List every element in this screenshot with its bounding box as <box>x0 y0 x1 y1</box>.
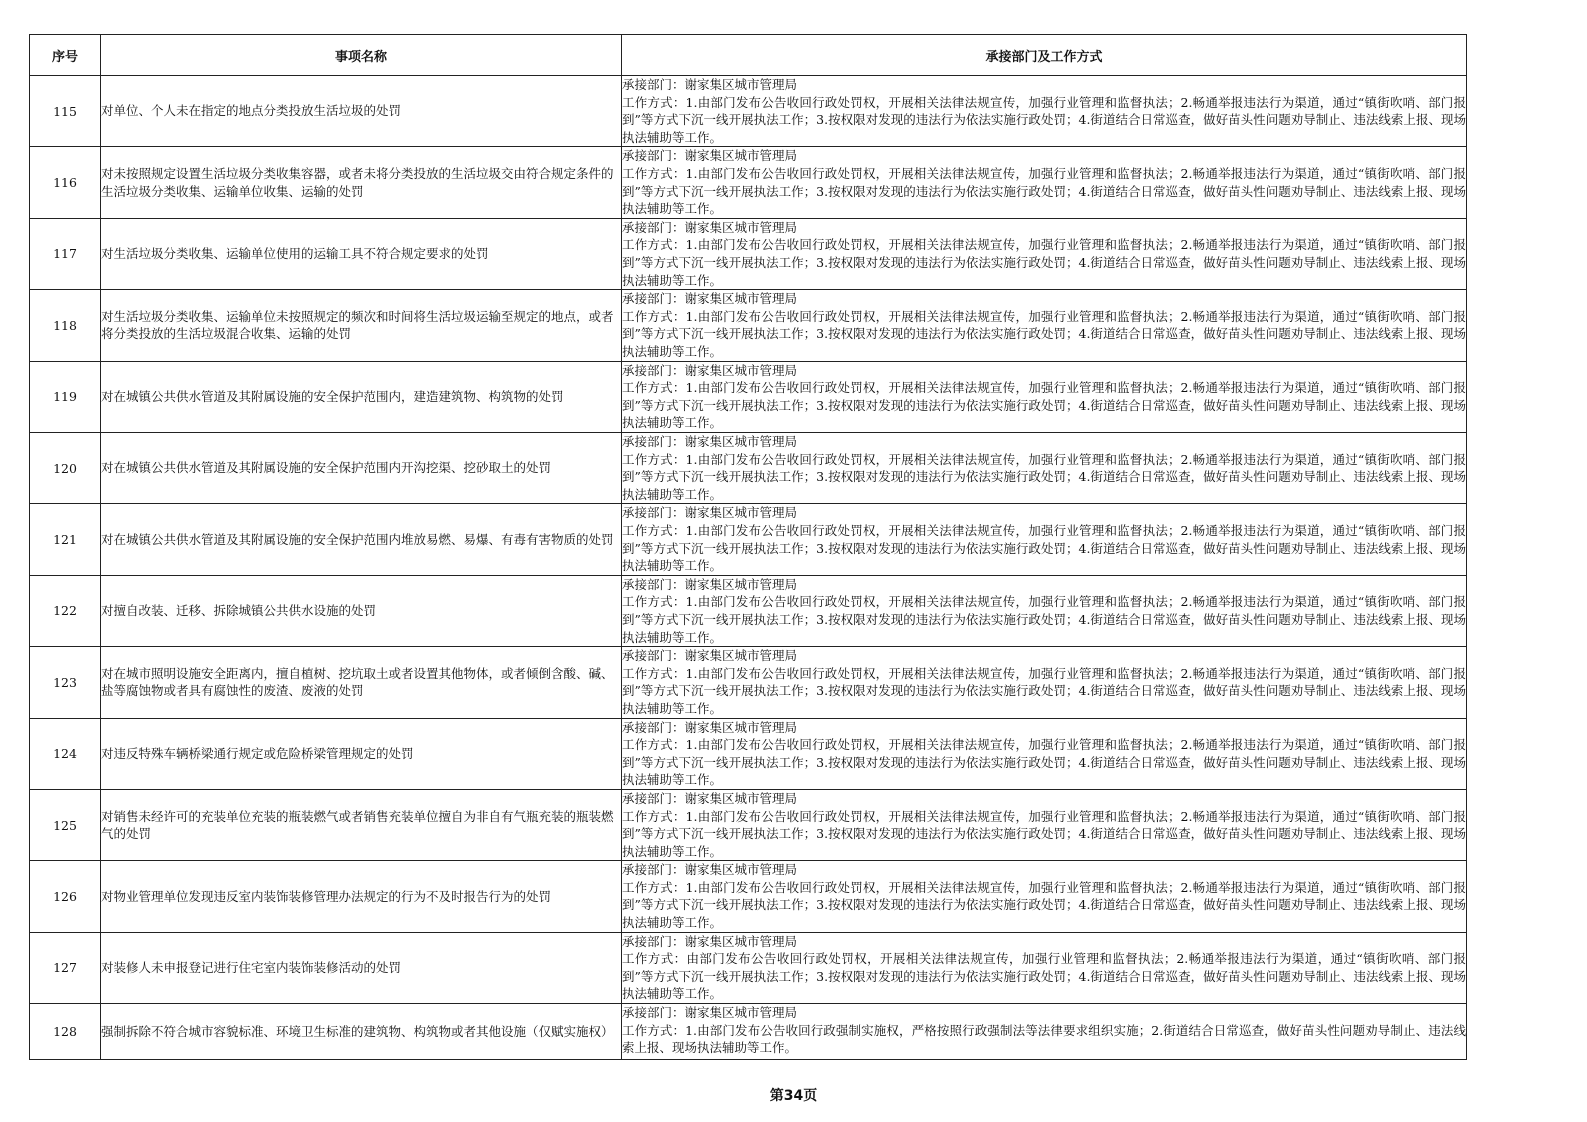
dept-line: 承接部门：谢家集区城市管理局 <box>622 291 798 307</box>
header-row <box>30 35 1467 76</box>
method-text: 工作方式：1.由部门发布公告收回行政处罚权，开展相关法律法规宣传，加强行业管理和监督执法；2.畅通举报违法行为渠道，通过“镇街吹哨、部门报到”等方式下沉一线开展执法工作；3.按权限对发现的违法行为依法实施行政处罚；4.街道结合日常巡查，做好苗头性问题劝导制止、违法线索上报、现场执法辅助等工作。 <box>622 308 1466 359</box>
row-index: 119 <box>30 361 101 432</box>
row-index: 125 <box>30 789 101 860</box>
method-text: 工作方式：1.由部门发布公告收回行政处罚权，开展相关法律法规宣传，加强行业管理和监督执法；2.畅通举报违法行为渠道，通过“镇街吹哨、部门报到”等方式下沉一线开展执法工作；3.按权限对发现的违法行为依法实施行政处罚；4.街道结合日常巡查，做好苗头性问题劝导制止、违法线索上报、现场执法辅助等工作。 <box>622 522 1466 574</box>
dept-line: 承接部门：谢家集区城市管理局 <box>622 719 798 735</box>
row-name: 对生活垃圾分类收集、运输单位使用的运输工具不符合规定要求的处罚 <box>101 218 622 289</box>
dept-line: 承接部门：谢家集区城市管理局 <box>622 576 798 592</box>
row-index: 123 <box>30 647 101 718</box>
dept-line: 承接部门：谢家集区城市管理局 <box>622 362 798 378</box>
table-row <box>30 361 1467 432</box>
dept-line: 承接部门：谢家集区城市管理局 <box>622 148 798 164</box>
method-text: 工作方式：1.由部门发布公告收回行政处罚权，开展相关法律法规宣传，加强行业管理和监督执法；2.畅通举报违法行为渠道，通过“镇街吹哨、部门报到”等方式下沉一线开展执法工作；3.按权限对发现的违法行为依法实施行政处罚；4.街道结合日常巡查，做好苗头性问题劝导制止、违法线索上报、现场执法辅助等工作。 <box>622 237 1466 288</box>
row-name: 对在城市照明设施安全距离内，擅自植树、挖坑取土或者设置其他物体，或者倾倒含酸、碱、盐等腐蚀物或者具有腐蚀性的废渣、废液的处罚 <box>101 647 622 718</box>
dept-line: 承接部门：谢家集区城市管理局 <box>622 433 798 449</box>
row-name: 对在城镇公共供水管道及其附属设施的安全保护范围内，建造建筑物、构筑物的处罚 <box>101 361 622 432</box>
row-index: 115 <box>30 76 101 147</box>
row-name: 对在城镇公共供水管道及其附属设施的安全保护范围内开沟挖渠、挖砂取土的处罚 <box>101 432 622 503</box>
table-row <box>30 932 1467 1003</box>
row-index: 128 <box>30 1004 101 1060</box>
dept-line: 承接部门：谢家集区城市管理局 <box>622 648 798 664</box>
header-dept: 承接部门及工作方式 <box>622 35 1467 76</box>
table-row <box>30 504 1467 575</box>
method-text: 工作方式：1.由部门发布公告收回行政处罚权，开展相关法律法规宣传，加强行业管理和监督执法；2.畅通举报违法行为渠道，通过“镇街吹哨、部门报到”等方式下沉一线开展执法工作；3.按权限对发现的违法行为依法实施行政处罚；4.街道结合日常巡查，做好苗头性问题劝导制止、违法线索上报、现场执法辅助等工作。 <box>622 737 1466 788</box>
row-index: 120 <box>30 432 101 503</box>
table-row <box>30 575 1467 646</box>
row-name: 对单位、个人未在指定的地点分类投放生活垃圾的处罚 <box>101 76 622 147</box>
row-index: 126 <box>30 861 101 932</box>
method-text: 工作方式：1.由部门发布公告收回行政处罚权，开展相关法律法规宣传，加强行业管理和监督执法；2.畅通举报违法行为渠道，通过“镇街吹哨、部门报到”等方式下沉一线开展执法工作；3.按权限对发现的违法行为依法实施行政处罚；4.街道结合日常巡查，做好苗头性问题劝导制止、违法线索上报、现场执法辅助等工作。 <box>622 808 1466 859</box>
row-dept <box>622 76 1467 147</box>
row-name: 对物业管理单位发现违反室内装饰装修管理办法规定的行为不及时报告行为的处罚 <box>101 861 622 932</box>
row-name: 对销售未经许可的充装单位充装的瓶装燃气或者销售充装单位擅自为非自有气瓶充装的瓶装燃气的处罚 <box>101 789 622 860</box>
row-name: 对生活垃圾分类收集、运输单位未按照规定的频次和时间将生活垃圾运输至规定的地点，或者将分类投放的生活垃圾混合收集、运输的处罚 <box>101 290 622 361</box>
row-dept <box>622 718 1467 789</box>
row-dept <box>622 361 1467 432</box>
row-index: 117 <box>30 218 101 289</box>
row-dept <box>622 575 1467 646</box>
table-row <box>30 789 1467 860</box>
row-dept <box>622 1004 1467 1060</box>
dept-line: 承接部门：谢家集区城市管理局 <box>622 933 798 949</box>
row-dept <box>622 789 1467 860</box>
dept-line: 承接部门：谢家集区城市管理局 <box>622 219 798 235</box>
row-index: 121 <box>30 504 101 575</box>
method-text: 工作方式：1.由部门发布公告收回行政处罚权，开展相关法律法规宣传，加强行业管理和监督执法；2.畅通举报违法行为渠道，通过“镇街吹哨、部门报到”等方式下沉一线开展执法工作；3.按权限对发现的违法行为依法实施行政处罚；4.街道结合日常巡查，做好苗头性问题劝导制止、违法线索上报、现场执法辅助等工作。 <box>622 94 1466 145</box>
method-text: 工作方式：1.由部门发布公告收回行政处罚权，开展相关法律法规宣传，加强行业管理和监督执法；2.畅通举报违法行为渠道，通过“镇街吹哨、部门报到”等方式下沉一线开展执法工作；3.按权限对发现的违法行为依法实施行政处罚；4.街道结合日常巡查，做好苗头性问题劝导制止、违法线索上报、现场执法辅助等工作。 <box>622 594 1466 645</box>
table-row <box>30 432 1467 503</box>
row-index: 127 <box>30 932 101 1003</box>
header-name: 事项名称 <box>101 35 622 76</box>
method-text: 工作方式：1.由部门发布公告收回行政强制实施权，严格按照行政强制法等法律要求组织实施；2.街道结合日常巡查，做好苗头性问题劝导制止、违法线索上报、现场执法辅助等工作。 <box>622 1022 1466 1056</box>
row-index: 122 <box>30 575 101 646</box>
table-row <box>30 290 1467 361</box>
row-index: 118 <box>30 290 101 361</box>
row-dept <box>622 647 1467 718</box>
table-body <box>30 76 1467 1060</box>
table-row <box>30 147 1467 218</box>
method-text: 工作方式：1.由部门发布公告收回行政处罚权，开展相关法律法规宣传，加强行业管理和监督执法；2.畅通举报违法行为渠道，通过“镇街吹哨、部门报到”等方式下沉一线开展执法工作；3.按权限对发现的违法行为依法实施行政处罚；4.街道结合日常巡查，做好苗头性问题劝导制止、违法线索上报、现场执法辅助等工作。 <box>622 665 1466 716</box>
table-row <box>30 1004 1467 1060</box>
row-name: 对装修人未申报登记进行住宅室内装饰装修活动的处罚 <box>101 932 622 1003</box>
row-dept <box>622 861 1467 932</box>
row-dept <box>622 932 1467 1003</box>
row-dept <box>622 218 1467 289</box>
row-dept <box>622 504 1467 575</box>
row-dept <box>622 290 1467 361</box>
method-text: 工作方式：1.由部门发布公告收回行政处罚权，开展相关法律法规宣传，加强行业管理和监督执法；2.畅通举报违法行为渠道，通过“镇街吹哨、部门报到”等方式下沉一线开展执法工作；3.按权限对发现的违法行为依法实施行政处罚；4.街道结合日常巡查，做好苗头性问题劝导制止、违法线索上报、现场执法辅助等工作。 <box>622 451 1466 502</box>
method-text: 工作方式：由部门发布公告收回行政处罚权，开展相关法律法规宣传，加强行业管理和监督执法；2.畅通举报违法行为渠道，通过“镇街吹哨、部门报到”等方式下沉一线开展执法工作；3.按权限对发现的违法行为依法实施行政处罚；4.街道结合日常巡查，做好苗头性问题劝导制止、违法线索上报、现场执法辅助等工作。 <box>622 951 1466 1002</box>
dept-line: 承接部门：谢家集区城市管理局 <box>622 862 798 878</box>
dept-line: 承接部门：谢家集区城市管理局 <box>622 77 798 92</box>
table-row <box>30 647 1467 718</box>
header-index: 序号 <box>30 35 101 76</box>
dept-line: 承接部门：谢家集区城市管理局 <box>622 790 798 806</box>
row-name: 强制拆除不符合城市容貌标准、环境卫生标准的建筑物、构筑物或者其他设施（仅赋实施权） <box>101 1004 622 1060</box>
row-name: 对在城镇公共供水管道及其附属设施的安全保护范围内堆放易燃、易爆、有毒有害物质的处罚 <box>101 504 622 575</box>
table-row <box>30 861 1467 932</box>
row-index: 116 <box>30 147 101 218</box>
matters-table <box>29 34 1467 1060</box>
method-text: 工作方式：1.由部门发布公告收回行政处罚权，开展相关法律法规宣传，加强行业管理和监督执法；2.畅通举报违法行为渠道，通过“镇街吹哨、部门报到”等方式下沉一线开展执法工作；3.按权限对发现的违法行为依法实施行政处罚；4.街道结合日常巡查，做好苗头性问题劝导制止、违法线索上报、现场执法辅助等工作。 <box>622 879 1466 931</box>
table-row <box>30 218 1467 289</box>
table-row <box>30 718 1467 789</box>
row-name: 对违反特殊车辆桥梁通行规定或危险桥梁管理规定的处罚 <box>101 718 622 789</box>
method-text: 工作方式：1.由部门发布公告收回行政处罚权，开展相关法律法规宣传，加强行业管理和监督执法；2.畅通举报违法行为渠道，通过“镇街吹哨、部门报到”等方式下沉一线开展执法工作；3.按权限对发现的违法行为依法实施行政处罚；4.街道结合日常巡查，做好苗头性问题劝导制止、违法线索上报、现场执法辅助等工作。 <box>622 165 1466 217</box>
method-text: 工作方式：1.由部门发布公告收回行政处罚权，开展相关法律法规宣传，加强行业管理和监督执法；2.畅通举报违法行为渠道，通过“镇街吹哨、部门报到”等方式下沉一线开展执法工作；3.按权限对发现的违法行为依法实施行政处罚；4.街道结合日常巡查，做好苗头性问题劝导制止、违法线索上报、现场执法辅助等工作。 <box>622 380 1466 431</box>
dept-line: 承接部门：谢家集区城市管理局 <box>622 1005 798 1021</box>
row-name: 对未按照规定设置生活垃圾分类收集容器，或者未将分类投放的生活垃圾交由符合规定条件的生活垃圾分类收集、运输单位收集、运输的处罚 <box>101 147 622 218</box>
row-dept <box>622 147 1467 218</box>
row-name: 对擅自改装、迁移、拆除城镇公共供水设施的处罚 <box>101 575 622 646</box>
row-index: 124 <box>30 718 101 789</box>
table-row <box>30 76 1467 147</box>
dept-line: 承接部门：谢家集区城市管理局 <box>622 505 798 521</box>
page-number: 第34页 <box>769 1088 818 1104</box>
row-dept <box>622 432 1467 503</box>
